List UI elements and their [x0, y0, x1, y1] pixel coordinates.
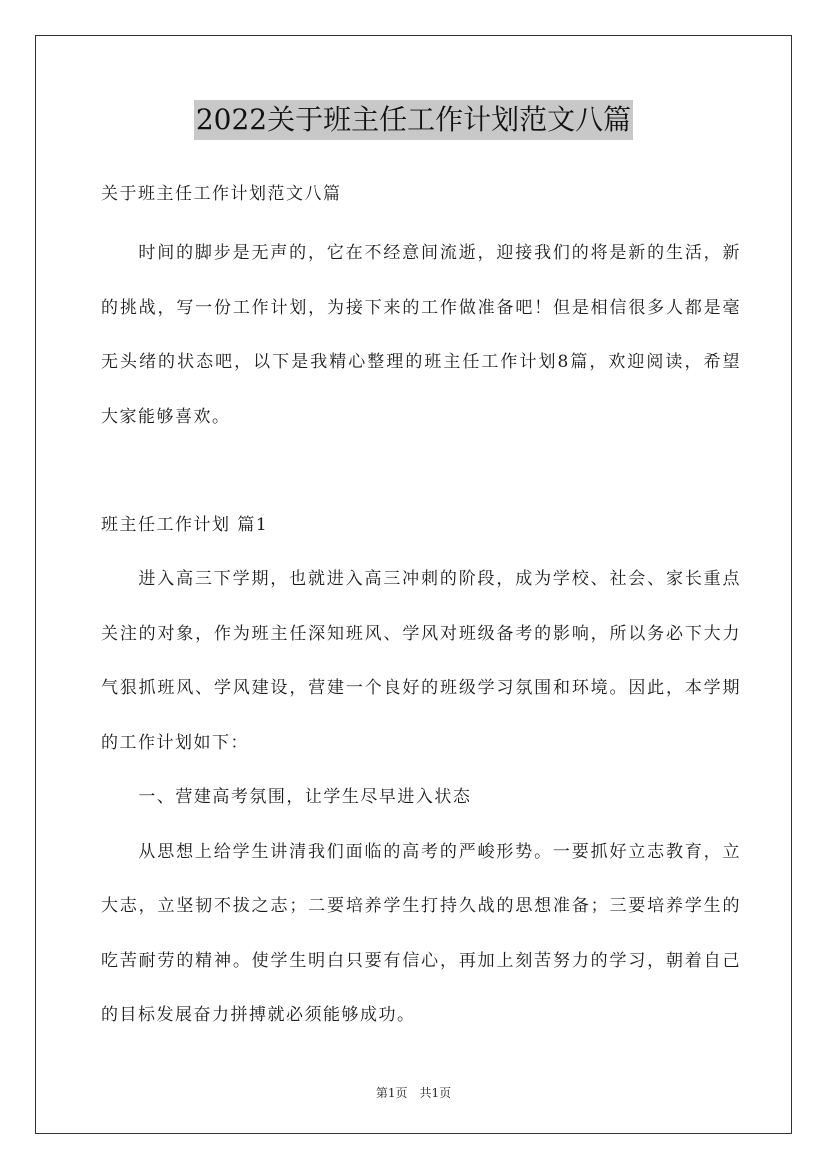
document-body [101, 176, 741, 1043]
document-title: 2022关于班主任工作计划范文八篇 [194, 100, 633, 140]
paragraph-2: 从思想上给学生讲清我们面临的高考的严峻形势。一要抓好立志教育，立大志，立坚韧不拔之志；二要培养学生打持久战的思想准备；三要培养学生的吃苦耐劳的精神。使学生明白只要有信心，再加上刻苦努力的学习，朝着自己的目标发展奋力拼搏就必须能够成功。 [101, 841, 741, 1025]
intro-paragraph: 时间的脚步是无声的，它在不经意间流逝，迎接我们的将是新的生活，新的挑战，写一份工作计划，为接下来的工作做准备吧！但是相信很多人都是毫无头绪的状态吧，以下是我精心整理的班主任工作计划8篇，欢迎阅读，希望大家能够喜欢。 [101, 243, 741, 427]
section-heading: 班主任工作计划 篇1 [101, 515, 269, 535]
page-footer [0, 1084, 827, 1102]
document-subtitle: 关于班主任工作计划范文八篇 [101, 184, 342, 204]
paragraph-1: 进入高三下学期，也就进入高三冲刺的阶段，成为学校、社会、家长重点关注的对象，作为班主任深知班风、学风对班级备考的影响，所以务必下大力气狠抓班风、学风建设，营建一个良好的班级学习氛围和环境。因此，本学期的工作计划如下： [101, 569, 741, 753]
document-title-wrapper [0, 100, 827, 140]
item-heading: 一、营建高考氛围，让学生尽早进入状态 [138, 787, 472, 807]
page-number: 第1页 共1页 [375, 1086, 452, 1100]
